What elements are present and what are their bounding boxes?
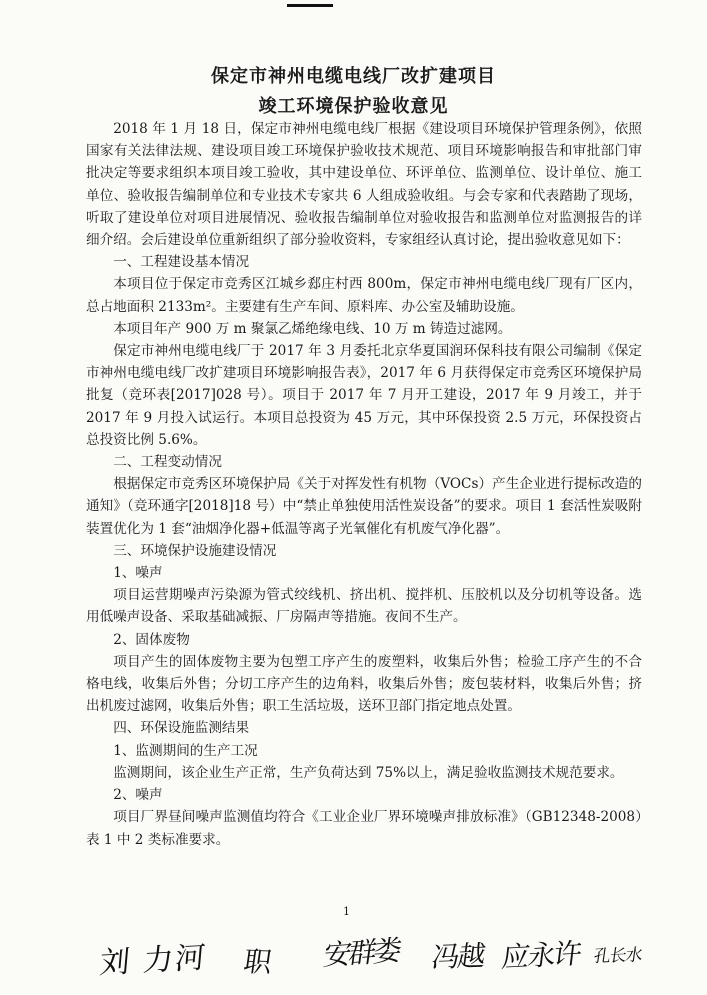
- section-4-1-heading: 1、监测期间的生产工况: [113, 742, 258, 759]
- section-3-1-heading: 1、噪声: [113, 565, 163, 582]
- document-body: [86, 118, 642, 851]
- section-1-paragraph-1: 本项目位于保定市竞秀区江城乡郄庄村西 800m，保定市神州电缆电线厂现有厂区内，总占地面积 2133m²。主要建有生产车间、原料库、办公室及辅助设施。: [86, 276, 642, 315]
- section-2-heading: 二、工程变动情况: [113, 454, 222, 471]
- signature-area: [92, 928, 692, 988]
- top-mark: [287, 4, 333, 7]
- section-3-2-paragraph: 项目产生的固体废物主要为包塑工序产生的废塑料，收集后外售；检验工序产生的不合格电线，收集后外售；分切工序产生的边角料，收集后外售；废包装材料，收集后外售；挤出机废过滤网，收集后外售；职工生活垃圾，送环卫部门指定地点处置。: [86, 653, 642, 715]
- section-4-1-paragraph: 监测期间，该企业生产正常，生产负荷达到 75%以上，满足验收监测技术规范要求。: [113, 764, 624, 781]
- signature-2: 职: [241, 945, 275, 979]
- section-4-2-heading: 2、噪声: [113, 787, 163, 804]
- title-line-1: 保定市神州电缆电线厂改扩建项目: [211, 66, 496, 87]
- page-number: 1: [343, 905, 350, 918]
- section-1-paragraph-2: 本项目年产 900 万 m 聚氯乙烯绝缘电线、10 万 m 铸造过滤网。: [113, 320, 512, 337]
- signature-3: 安群娄: [321, 933, 401, 973]
- section-2-paragraph: 根据保定市竞秀区环境保护局《关于对挥发性有机物（VOCs）产生企业进行提标改造的通知》（竞环通字[2018]18 号）中“禁止单独使用活性炭设备”的要求。项目 1 套活性炭吸附装置优化为 1 套“油烟净化器+低温等离子光氧催化有机废气净化器”。: [86, 476, 642, 537]
- signature-5: 应永许: [499, 936, 582, 975]
- section-4-2-paragraph: 项目厂界昼间噪声监测值均符合《工业企业厂界环境噪声排放标准》（GB12348-2008）表 1 中 2 类标准要求。: [86, 809, 642, 848]
- section-3-heading: 三、环境保护设施建设情况: [113, 542, 277, 559]
- section-4-heading: 四、环保设施监测结果: [113, 720, 250, 737]
- title-line-2: 竣工环境保护验收意见: [258, 96, 449, 117]
- signature-1: 刘 力河: [98, 940, 209, 982]
- section-3-2-heading: 2、固体废物: [113, 631, 190, 648]
- intro-paragraph: 2018 年 1 月 18 日，保定市神州电缆电线厂根据《建设项目环境保护管理条例》，依照国家有关法律法规、建设项目竣工环境保护验收技术规范、项目环境影响报告和审批部门审批决定等要求组织本项目竣工验收，其中建设单位、环评单位、监测单位、设计单位、施工单位、验收报告编制单位和专业技术专家共 6 人组成验收组。与会专家和代表踏勘了现场，听取了建设单位对项目进展情况、验收报告编制单位对验收报告和监测单位对监测报告的详细介绍。会后建设单位重新组织了部分验收资料，专家组经认真讨论，提出验收意见如下：: [86, 121, 642, 249]
- section-1-heading: 一、工程建设基本情况: [113, 254, 250, 271]
- section-1-paragraph-3: 保定市神州电缆电线厂于 2017 年 3 月委托北京华夏国润环保科技有限公司编制《保定市神州电缆电线厂改扩建项目环境影响报告表》，2017 年 6 月获得保定市竞秀区环境保护局批复（竞环表[2017]028 号）。项目于 2017 年 7 月开工建设，2017 年 9 月竣工，并于 2017 年 9 月投入试运行。本项目总投资为 45 万元，其中环保投资 2.5 万元，环保投资占总投资比例 5.6%。: [86, 343, 642, 448]
- signature-6: 孔长水: [592, 945, 644, 968]
- section-3-1-paragraph: 项目运营期噪声污染源为管式绞线机、挤出机、搅拌机、压胶机以及分切机等设备。选用低噪声设备、采取基础减振、厂房隔声等措施。夜间不生产。: [86, 587, 642, 626]
- signature-4: 冯越: [429, 939, 487, 975]
